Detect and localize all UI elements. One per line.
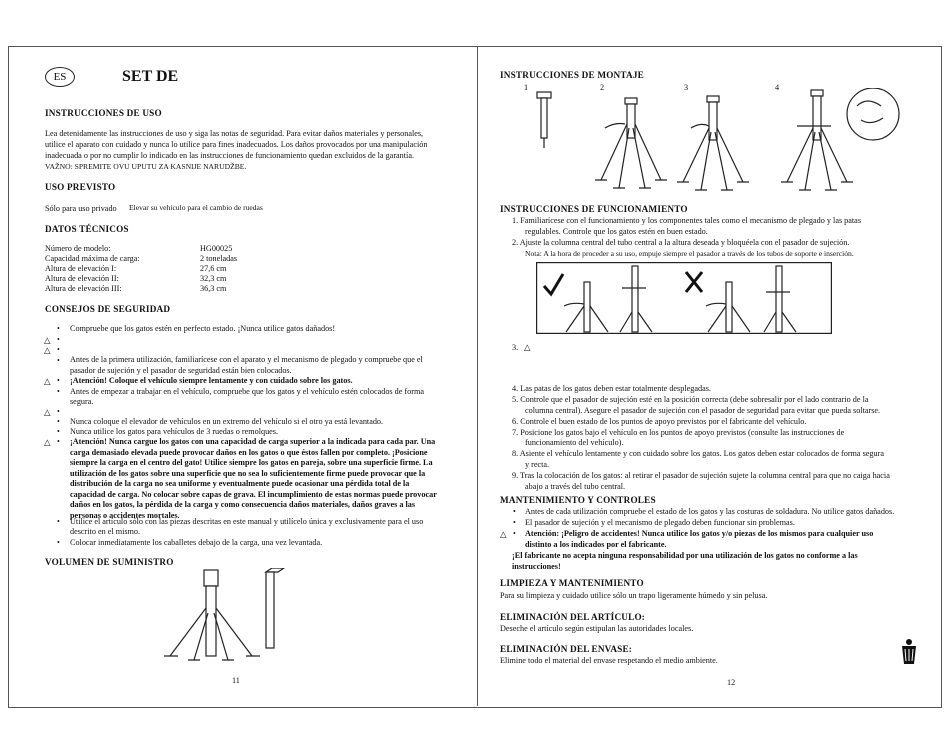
right-page-number: 12	[727, 678, 736, 687]
consejo-1: Compruebe que los gatos estén en perfecto estado. ¡Nunca utilice gatos dañados!	[70, 324, 336, 333]
consejo-7-line-6: daños en los gatos, la pérdida de la carga y como consecuencia daños materiales, daños graves a las	[70, 500, 416, 509]
func-3: 3.	[512, 343, 519, 352]
bullet-dot: •	[57, 376, 60, 385]
spec-label-4: Altura de elevación III:	[45, 284, 122, 293]
func-7b: funcionamiento del vehículo).	[525, 438, 624, 447]
heading-eliminacion-articulo: ELIMINACIÓN DEL ARTÍCULO:	[500, 612, 646, 622]
heading-funcionamiento: INSTRUCCIONES DE FUNCIONAMIENTO	[500, 204, 688, 214]
warning-triangle-icon: △	[44, 345, 51, 355]
consejo-9: Colocar inmediatamente los caballetes debajo de la carga, una vez levantada.	[70, 538, 323, 547]
mant-4b: instrucciones!	[512, 562, 561, 571]
func-4: 4. Las patas de los gatos deben estar totalmente desplegadas.	[512, 384, 711, 393]
heading-consejos: CONSEJOS DE SEGURIDAD	[45, 304, 171, 314]
consejo-7-line-1: carga demasiado elevada puede provocar daños en los gatos o que éstos fallen por completo. ¡Posicione	[70, 447, 428, 457]
mant-3a: Atención: ¡Peligro de accidentes! Nunca utilice los gatos y/o piezas de los mismos para cualquier uso	[525, 529, 874, 538]
heading-volumen: VOLUMEN DE SUMINISTRO	[45, 557, 174, 567]
bullet-dot: •	[57, 335, 60, 344]
spec-value-1: 2 toneladas	[200, 254, 238, 263]
previsto-value: Elevar su vehículo para el cambio de ruedas	[129, 203, 263, 212]
assembly-illustration	[505, 88, 905, 198]
bullet-dot: •	[57, 407, 60, 416]
warning-triangle-icon: △	[44, 407, 51, 417]
bullet-dot: •	[57, 417, 60, 426]
func-2: 2. Ajuste la columna central del tubo central a la altura deseada y bloquéela con el pasador de sujeción.	[512, 238, 850, 247]
consejo-5: Nunca coloque el elevador de vehículos en un extremo del vehículo si el otro ya está levantado.	[70, 417, 384, 426]
previsto-label: Sólo para uso privado	[45, 204, 117, 213]
recycle-bin-icon	[898, 638, 920, 666]
heading-datos: DATOS TÉCNICOS	[45, 224, 129, 234]
consejo-4b: segura.	[70, 397, 94, 406]
step-label-4: 4	[775, 83, 780, 92]
spec-label-3: Altura de elevación II:	[45, 274, 119, 283]
consejo-7-line-2: siempre la carga en el centro del gato! Utilice siempre los gatos en pareja, sobre una superficie firme. La	[70, 458, 433, 467]
spec-value-0: HG00025	[200, 244, 233, 253]
page-title: SET DE	[122, 68, 179, 85]
warning-triangle-icon: △	[44, 437, 51, 447]
spec-label-2: Altura de elevación I:	[45, 264, 117, 273]
bullet-dot: •	[57, 437, 60, 446]
heading-mantenimiento: MANTENIMIENTO Y CONTROLES	[500, 495, 656, 505]
consejo-7-line-7: personas o accidentes mortales.	[70, 510, 180, 520]
bullet-dot: •	[57, 345, 60, 354]
jack-stand-illustration	[160, 568, 300, 668]
bullet-dot: •	[57, 427, 60, 436]
bullet-dot: •	[513, 507, 516, 516]
step-label-3: 3	[684, 83, 689, 92]
cross-mark-icon	[686, 272, 702, 292]
func-nota: Nota: A la hora de proceder a su uso, empuje siempre el pasador a través de los tubos de soporte e inserción.	[525, 249, 854, 258]
func-1b: regulables. Controle que los gatos estén en buen estado.	[525, 227, 708, 236]
consejo-7-line-0: ¡Atención! Nunca cargue los gatos con una capacidad de carga superior a la indicada para cada par. Una	[70, 437, 436, 446]
warning-triangle-icon: △	[500, 529, 507, 539]
uso-text-1: Lea detenidamente las instrucciones de uso y siga las notas de seguridad. Para evitar daños materiales y personales,	[45, 129, 424, 138]
bullet-dot: •	[513, 518, 516, 527]
warning-triangle-icon: △	[524, 342, 531, 352]
consejo-8a: Utilice el artículo sólo con las piezas descritas en este manual y utilícelo única y exclusivamente para el uso	[70, 517, 424, 526]
consejo-7-line-4: distribución de la carga no sea uniforme y eventualmente puede ocasionar una pérdida total de la	[70, 479, 410, 488]
uso-text-4: VAŽNO: SPREMITE OVU UPUTU ZA KASNIJE NARUDŽBE.	[45, 162, 247, 171]
bullet-dot: •	[57, 324, 60, 333]
warning-triangle-icon: △	[44, 376, 51, 386]
func-9a: 9. Tras la colocación de los gatos: al retirar el pasador de sujeción sujete la columna central para que no caiga hacia	[512, 471, 890, 480]
limpieza-text: Para su limpieza y cuidado utilice sólo un trapo ligeramente húmedo y sin pelusa.	[500, 591, 768, 600]
eliminacion-articulo-text: Deseche el artículo según estipulan las autoridades locales.	[500, 624, 694, 633]
consejo-3: ¡Atención! Coloque el vehículo siempre lentamente y con cuidado sobre los gatos.	[70, 376, 353, 385]
func-5b: columna central). Asegure el pasador de sujeción con el pasador de seguridad para evitar que pueda soltarse.	[525, 406, 881, 415]
mant-2: El pasador de sujeción y el mecanismo de plegado deben funcionar sin problemas.	[525, 518, 795, 527]
check-mark-icon	[544, 274, 563, 294]
page-divider	[477, 46, 478, 706]
language-badge: ES	[45, 67, 75, 87]
heading-montaje: INSTRUCCIONES DE MONTAJE	[500, 70, 644, 80]
func-5a: 5. Controle que el pasador de sujeción esté en la posición correcta (debe sobresalir por el lado contrario de la	[512, 395, 869, 404]
bullet-dot: •	[57, 387, 60, 396]
func-8a: 8. Asiente el vehículo lentamente y con cuidado sobre los gatos. Los gatos deben estar colocados de forma segura	[512, 449, 884, 458]
spec-value-3: 32,3 cm	[200, 274, 227, 283]
consejo-4a: Antes de empezar a trabajar en el vehículo, compruebe que los gatos y el vehículo estén colocados de forma	[70, 387, 424, 396]
warning-triangle-icon: △	[44, 335, 51, 345]
bullet-dot: •	[57, 356, 60, 365]
eliminacion-envase-text: Elimine todo el material del envase respetando el medio ambiente.	[500, 656, 718, 665]
left-page-number: 11	[232, 676, 240, 685]
step-label-2: 2	[600, 83, 605, 92]
heading-eliminacion-envase: ELIMINACIÓN DEL ENVASE:	[500, 644, 633, 654]
spec-label-1: Capacidad máxima de carga:	[45, 254, 140, 263]
mant-4a: ¡El fabricante no acepta ninguna responsabilidad por una utilización de los gatos no conforme a las	[512, 551, 858, 560]
mant-1: Antes de cada utilización compruebe el estado de los gatos y las costuras de soldadura. No utilice gatos dañados.	[525, 507, 895, 516]
correct-incorrect-illustration	[536, 262, 832, 334]
bullet-dot: •	[513, 529, 516, 538]
func-1a: 1. Familiarícese con el funcionamiento y los componentes tales como el mecanismo de plegado y las patas	[512, 216, 862, 225]
spec-value-2: 27,6 cm	[200, 264, 227, 273]
heading-previsto: USO PREVISTO	[45, 182, 116, 192]
func-8b: y recta.	[525, 460, 550, 469]
consejo-2a: Antes de la primera utilización, familiarícese con el aparato y el mecanismo de plegado y compruebe que el	[70, 355, 423, 364]
consejo-8b: descrito en el mismo.	[70, 527, 141, 536]
mant-3b: distinto a los indicados por el fabricante.	[525, 540, 667, 549]
func-6: 6. Controle el buen estado de los puntos de apoyo previstos por el fabricante del vehículo.	[512, 417, 807, 426]
heading-uso: INSTRUCCIONES DE USO	[45, 108, 162, 118]
func-7a: 7. Posicione los gatos bajo el vehículo en los puntos de apoyo previstos (consulte las instrucciones de	[512, 428, 845, 437]
consejo-7-line-5: capacidad de carga. No colocar sobre capas de grava. El incumplimiento de estas normas puede provocar	[70, 489, 437, 499]
consejo-7-line-3: utilización de los gatos sobre una superficie que no sea lo suficientemente firme puede provocar que la	[70, 468, 426, 478]
bullet-dot: •	[57, 517, 60, 526]
consejo-6: Nunca utilice los gatos para vehículos de 3 ruedas o remolques.	[70, 427, 279, 436]
consejo-2b: pasador de sujeción y el pasador de seguridad están bien colocados.	[70, 366, 292, 375]
step-label-1: 1	[524, 83, 529, 92]
uso-text-2: utilice el aparato con cuidado y nunca lo utilice para fines inadecuados. Los daños provocados por una manipulación	[45, 140, 428, 149]
spec-label-0: Número de modelo:	[45, 244, 111, 253]
uso-text-3: inadecuada o por no cumplir lo indicado en las instrucciones de funcionamiento quedan excluidos de la garantía.	[45, 151, 414, 160]
heading-limpieza: LIMPIEZA Y MANTENIMIENTO	[500, 578, 644, 588]
bullet-dot: •	[57, 538, 60, 547]
spec-value-4: 36,3 cm	[200, 284, 227, 293]
func-9b: abajo a través del tubo central.	[525, 482, 626, 491]
